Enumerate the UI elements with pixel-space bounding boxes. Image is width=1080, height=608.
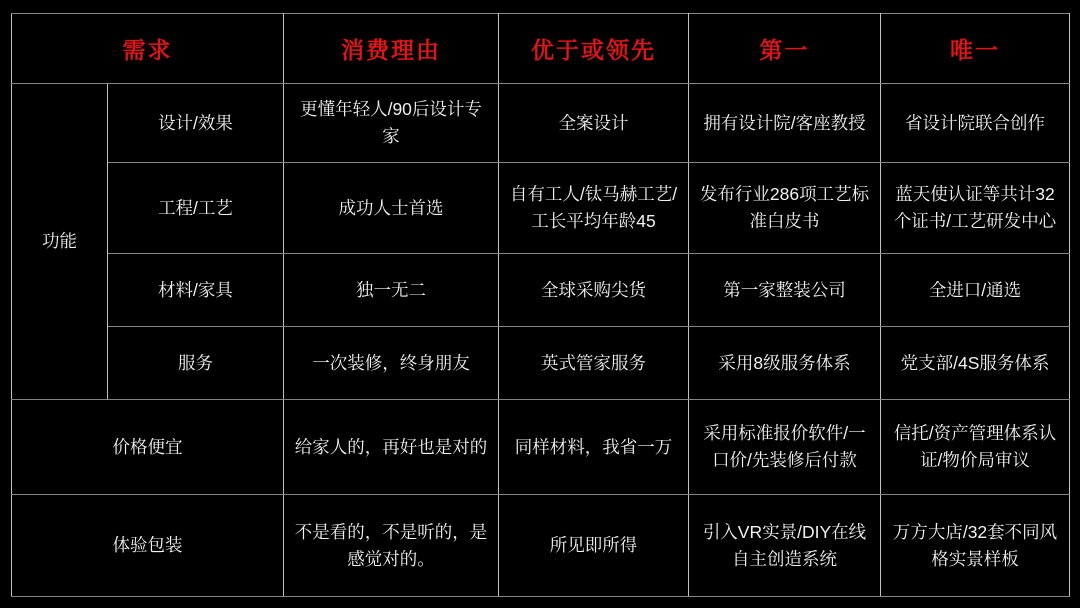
table-row: [12, 327, 1070, 399]
table-header-row: [12, 14, 1070, 84]
cell-first: 第一家整装公司: [689, 253, 881, 326]
cell-lead: 英式管家服务: [499, 327, 689, 399]
cell-lead: 同样材料，我省一万: [499, 399, 689, 495]
cell-unique: 省设计院联合创作: [881, 84, 1070, 163]
table-row: [12, 84, 1070, 163]
cell-first: 拥有设计院/客座教授: [689, 84, 881, 163]
cell-lead: 全球采购尖货: [499, 253, 689, 326]
table-row: [12, 163, 1070, 254]
header-consume-reason: 消费理由: [284, 14, 499, 84]
cell-need-experience: 体验包装: [12, 495, 284, 597]
comparison-table: [11, 13, 1070, 597]
cell-reason: 不是看的，不是听的，是感觉对的。: [284, 495, 499, 597]
cell-unique: 信托/资产管理体系认证/物价局审议: [881, 399, 1070, 495]
row-group-label-function: 功能: [12, 84, 108, 400]
cell-need: 工程/工艺: [108, 163, 284, 254]
cell-lead: 全案设计: [499, 84, 689, 163]
cell-need: 材料/家具: [108, 253, 284, 326]
header-better-or-lead: 优于或领先: [499, 14, 689, 84]
table-row: [12, 399, 1070, 495]
cell-unique: 蓝天使认证等共计32个证书/工艺研发中心: [881, 163, 1070, 254]
cell-need: 设计/效果: [108, 84, 284, 163]
cell-reason: 独一无二: [284, 253, 499, 326]
cell-first: 发布行业286项工艺标准白皮书: [689, 163, 881, 254]
cell-reason: 给家人的，再好也是对的: [284, 399, 499, 495]
cell-reason: 一次装修，终身朋友: [284, 327, 499, 399]
table-row: [12, 495, 1070, 597]
table-row: [12, 253, 1070, 326]
cell-need: 服务: [108, 327, 284, 399]
cell-unique: 万方大店/32套不同风格实景样板: [881, 495, 1070, 597]
cell-first: 引入VR实景/DIY在线自主创造系统: [689, 495, 881, 597]
header-first: 第一: [689, 14, 881, 84]
cell-reason: 更懂年轻人/90后设计专家: [284, 84, 499, 163]
cell-unique: 全进口/通选: [881, 253, 1070, 326]
header-unique: 唯一: [881, 14, 1070, 84]
cell-first: 采用8级服务体系: [689, 327, 881, 399]
header-need: 需求: [12, 14, 284, 84]
cell-lead: 自有工人/钛马赫工艺/工长平均年龄45: [499, 163, 689, 254]
cell-need-price: 价格便宜: [12, 399, 284, 495]
cell-first: 采用标准报价软件/一口价/先装修后付款: [689, 399, 881, 495]
cell-reason: 成功人士首选: [284, 163, 499, 254]
cell-unique: 党支部/4S服务体系: [881, 327, 1070, 399]
cell-lead: 所见即所得: [499, 495, 689, 597]
